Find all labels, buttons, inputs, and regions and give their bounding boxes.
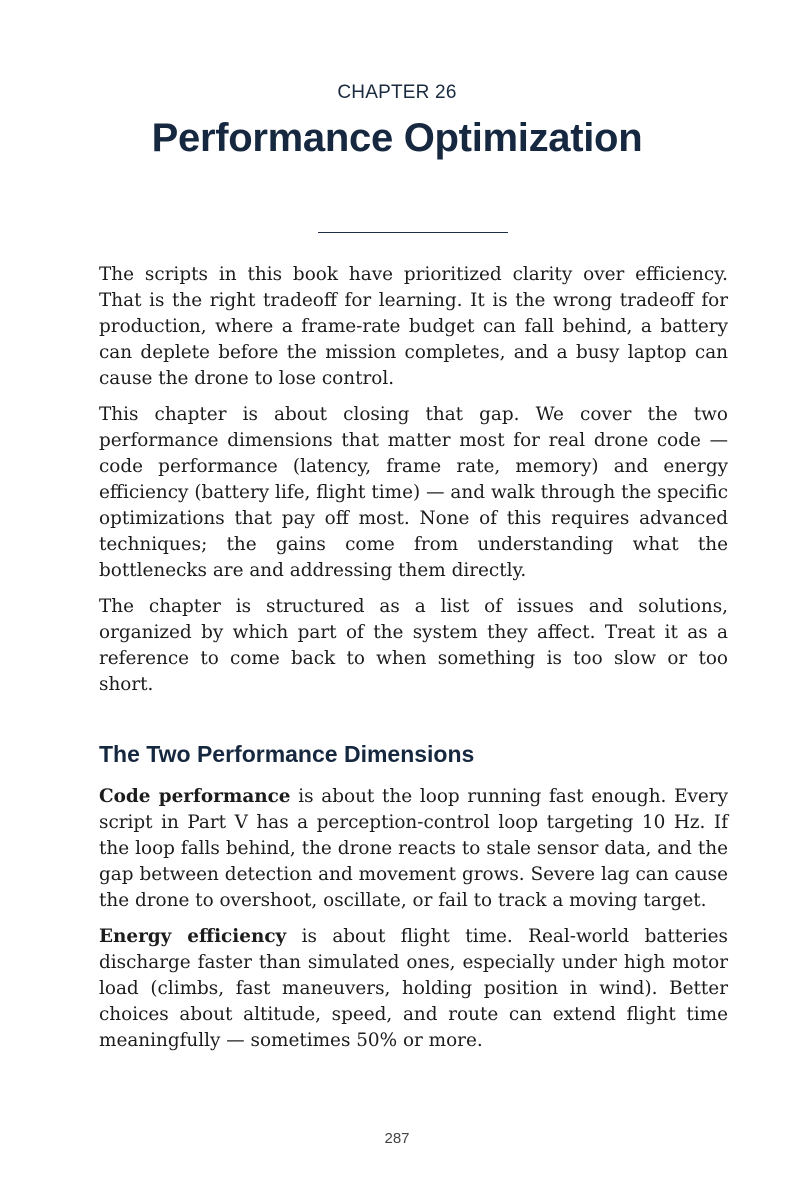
page-number: 287 [384,1130,410,1147]
bold-term: Energy efficiency [99,926,287,947]
bold-term: Code performance [99,786,291,807]
chapter-label: CHAPTER 26 [337,82,457,103]
paragraph-text: is about flight time. Real-world batteries discharge faster than simulated ones, especially under high motor load (climbs, fast maneuvers, holding position in wind). Better choices about altitude, speed, and route can extend flight time meaningfully — sometimes 50% or more. [99,926,728,1051]
intro-paragraph: The chapter is structured as a list of issues and solutions, organized by which part of the system they affect. Treat it as a reference to come back to when something is too slow or too short. [99,596,728,695]
section-paragraph [99,924,728,1054]
section-paragraph [99,784,728,914]
intro-paragraph: The scripts in this book have prioritized clarity over efficiency. That is the right tradeoff for learning. It is the wrong tradeoff for production, where a frame-rate budget can fall behind, a battery can deplete before the mission completes, and a busy laptop can cause the drone to lose control. [99,264,728,389]
paragraph-text: is about the loop running fast enough. Every script in Part V has a perception-control loop targeting 10 Hz. If the loop falls behind, the drone reacts to stale sensor data, and the gap between detection and movement grows. Severe lag can cause the drone to overshoot, oscillate, or fail to track a moving target. [99,786,728,911]
chapter-title: Performance Optimization [151,116,643,160]
section-heading: The Two Performance Dimensions [99,741,475,767]
title-divider [318,232,508,233]
chapter-body [99,262,728,1064]
intro-paragraph: This chapter is about closing that gap. We cover the two performance dimensions that matter most for real drone code — code performance (latency, frame rate, memory) and energy efficiency (battery life, flight time) — and walk through the specific optimizations that pay off most. None of this requires advanced techniques; the gains come from understanding what the bottlenecks are and addressing them directly. [99,404,728,581]
